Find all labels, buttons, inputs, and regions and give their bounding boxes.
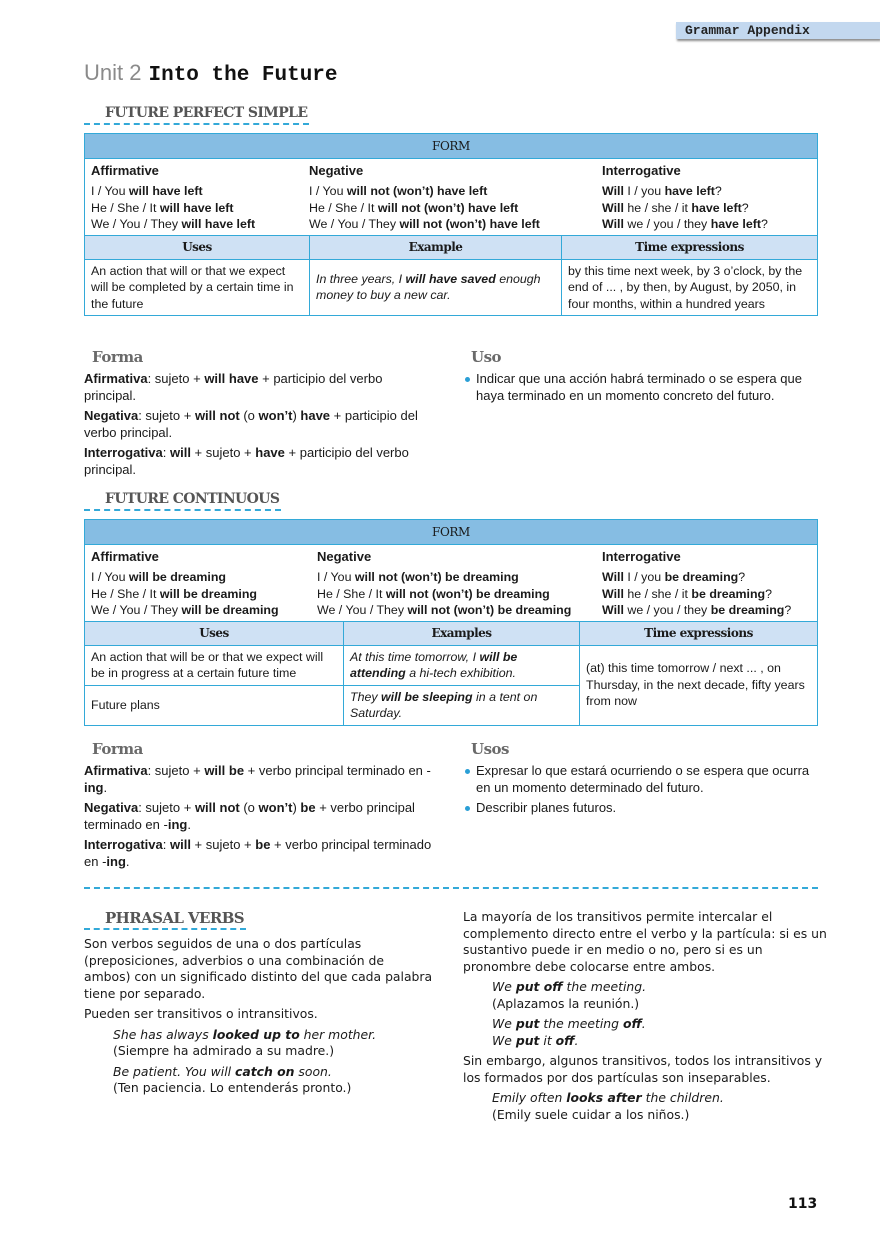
- use-cell: An action that will or that we expect will be completed by a certain time in the future: [85, 259, 310, 316]
- time-expressions-header: Time expressions: [580, 621, 818, 645]
- bullet-icon: [465, 769, 470, 774]
- form-line: I / You will have left: [91, 184, 203, 198]
- bullet-item: Describir planes futuros.: [464, 800, 824, 817]
- pv-example: We put the meeting off. We put it off.: [492, 1016, 646, 1048]
- interrogative-title: Interrogative: [602, 549, 681, 564]
- form-line: Will we / you / they have left?: [602, 217, 768, 231]
- form-line: We / You / They will not (won’t) have left: [309, 217, 540, 231]
- time-expressions-header: Time expressions: [562, 235, 818, 259]
- examples-header: Examples: [344, 621, 580, 645]
- use-cell: An action that will be or that we expect will be in progress at a certain future time: [85, 645, 344, 685]
- table-row: [85, 259, 818, 316]
- fp-forma-text: [84, 371, 434, 482]
- example-cell: In three years, I will have saved enough money to buy a new car.: [310, 259, 562, 316]
- form-line: Will I / you be dreaming?: [602, 570, 746, 584]
- form-line: He / She / It will have left: [91, 200, 234, 215]
- pv-types: Pueden ser transitivos o intransitivos.: [84, 1006, 318, 1021]
- use-cell: Future plans: [85, 685, 344, 725]
- phrasal-verbs-right: [463, 909, 828, 1127]
- example-cell: At this time tomorrow, I will be attending a hi-tech exhibition.: [344, 645, 580, 685]
- pv-example: Be patient. You will catch on soon. (Ten paciencia. Lo entenderás pronto.): [113, 1063, 352, 1095]
- usos-heading: Usos: [471, 740, 509, 758]
- negative-title: Negative: [317, 549, 372, 564]
- pv-intro: Son verbos seguidos de una o dos partículas (preposiciones, adverbios o una combinación de ambos) con un significado distinto del que cada palabra tiene por separado.: [84, 936, 433, 1001]
- fc-forma-text: [84, 763, 434, 874]
- form-line: We / You / They will be dreaming: [91, 603, 279, 617]
- negative-title: Negative: [309, 163, 364, 178]
- form-line: We / You / They will not (won’t) be dreaming: [317, 603, 572, 617]
- unit-name: Into the Future: [148, 64, 338, 87]
- phrasal-verbs-left: [84, 936, 434, 1101]
- bullet-item: Indicar que una acción habrá terminado o se espera que haya terminado en un momento concreto del futuro.: [464, 371, 824, 404]
- bullet-item: Expresar lo que estará ocurriendo o se espera que ocurra en un momento determinado del futuro.: [464, 763, 824, 796]
- uso-heading: Uso: [471, 348, 502, 366]
- uses-header: Uses: [85, 235, 310, 259]
- interrogative-column: [602, 549, 791, 619]
- time-cell: (at) this time tomorrow / next ... , on Thursday, in the next decade, fifty years from now: [580, 645, 818, 725]
- forma-heading: Forma: [92, 348, 143, 366]
- pv-separable-text: La mayoría de los transitivos permite intercalar el complemento directo entre el verbo y la partícula: si es un sustantivo puede ir en medio o no, pero si es un pronombre debe colocarse entre ambos.: [463, 909, 827, 974]
- affirmative-title: Affirmative: [91, 163, 159, 178]
- negative-column: [317, 549, 602, 619]
- pv-example: Emily often looks after the children. (Emily suele cuidar a los niños.): [492, 1090, 724, 1122]
- future-continuous-table: [84, 519, 818, 726]
- future-perfect-heading: FUTURE PERFECT SIMPLE: [84, 103, 309, 125]
- forma-affirmative: Afirmativa: sujeto + will have + participio del verbo principal.: [84, 371, 383, 403]
- form-line: I / You will not (won’t) be dreaming: [317, 570, 519, 584]
- pv-example: We put off the meeting. (Aplazamos la reunión.): [492, 979, 647, 1011]
- forma-interrogative: Interrogativa: will + sujeto + be + verbo principal terminado en -ing.: [84, 837, 432, 869]
- unit-title: [84, 58, 338, 91]
- bullet-icon: [465, 377, 470, 382]
- form-body: [85, 545, 818, 622]
- form-line: He / She / It will be dreaming: [91, 586, 257, 601]
- interrogative-title: Interrogative: [602, 163, 681, 178]
- future-continuous-heading: FUTURE CONTINUOUS: [84, 489, 281, 511]
- form-header: FORM: [85, 134, 818, 159]
- page-number: 113: [788, 1196, 818, 1212]
- grammar-appendix-tab: Grammar Appendix: [676, 22, 880, 39]
- future-perfect-table: [84, 133, 818, 316]
- form-line: I / You will not (won’t) have left: [309, 184, 488, 198]
- affirmative-title: Affirmative: [91, 549, 159, 564]
- form-line: He / She / It will not (won’t) have left: [309, 200, 519, 215]
- fc-usos-list: [464, 763, 824, 821]
- form-line: We / You / They will have left: [91, 217, 256, 231]
- time-cell: by this time next week, by 3 o’clock, by the end of ... , by then, by August, by 2050, in four months, within a hundred years: [562, 259, 818, 316]
- form-line: He / She / It will not (won’t) be dreaming: [317, 586, 550, 601]
- form-line: I / You will be dreaming: [91, 570, 226, 584]
- affirmative-column: [91, 163, 309, 233]
- forma-affirmative: Afirmativa: sujeto + will be + verbo principal terminado en -ing.: [84, 763, 431, 795]
- example-header: Example: [310, 235, 562, 259]
- forma-negative: Negativa: sujeto + will not (o won’t) have + participio del verbo principal.: [84, 408, 418, 440]
- uses-header: Uses: [85, 621, 344, 645]
- section-divider: [84, 887, 818, 889]
- fp-uso-list: [464, 371, 824, 408]
- pv-example: She has always looked up to her mother. (Siempre ha admirado a su madre.): [113, 1026, 377, 1058]
- pv-inseparable-text: Sin embargo, algunos transitivos, todos los intransitivos y los formados por dos partículas son inseparables.: [463, 1053, 823, 1085]
- form-body: [85, 159, 818, 236]
- forma-heading: Forma: [92, 740, 143, 758]
- affirmative-column: [91, 549, 317, 619]
- example-cell: They will be sleeping in a tent on Saturday.: [344, 685, 580, 725]
- form-line: Will I / you have left?: [602, 184, 722, 198]
- bullet-icon: [465, 806, 470, 811]
- phrasal-verbs-heading: PHRASAL VERBS: [84, 908, 246, 930]
- negative-column: [309, 163, 602, 233]
- form-line: Will he / she / it have left?: [602, 200, 749, 215]
- form-header: FORM: [85, 520, 818, 545]
- unit-number: Unit 2: [84, 60, 142, 85]
- table-row: [85, 645, 818, 685]
- form-line: Will he / she / it be dreaming?: [602, 586, 773, 601]
- forma-negative: Negativa: sujeto + will not (o won’t) be + verbo principal terminado en -ing.: [84, 800, 415, 832]
- form-line: Will we / you / they be dreaming?: [602, 603, 792, 617]
- forma-interrogative: Interrogativa: will + sujeto + have + participio del verbo principal.: [84, 445, 409, 477]
- interrogative-column: [602, 163, 768, 233]
